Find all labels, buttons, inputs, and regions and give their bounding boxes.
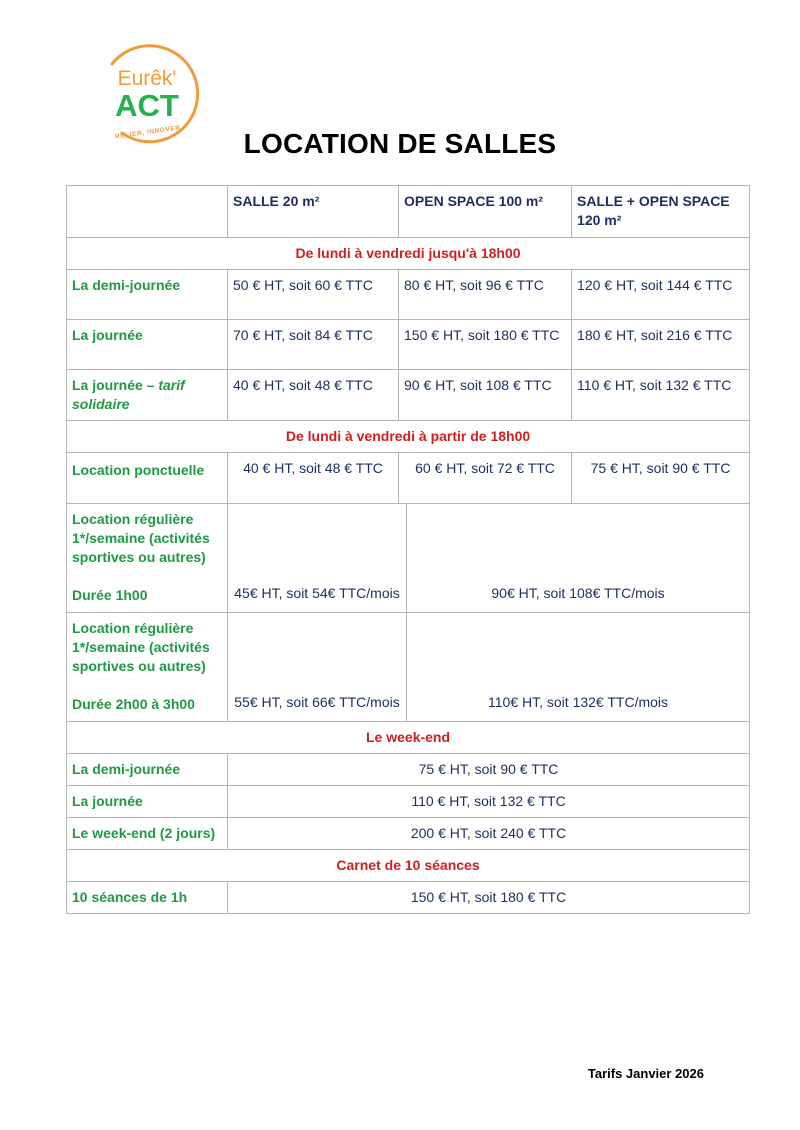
section-weekday-evening: De lundi à vendredi à partir de 18h00 bbox=[67, 421, 750, 453]
table-header-row bbox=[67, 186, 750, 238]
pricing-table bbox=[66, 185, 750, 914]
row-label: La demi-journée bbox=[67, 270, 228, 320]
table-row bbox=[67, 453, 750, 504]
row-label: La demi-journée bbox=[67, 754, 228, 786]
table-row bbox=[67, 504, 750, 613]
price-cell: 70 € HT, soit 84 € TTC bbox=[228, 320, 399, 370]
section-weekend: Le week-end bbox=[67, 722, 750, 754]
row-label-duration: Durée 2h00 à 3h00 bbox=[72, 696, 195, 712]
row-label bbox=[67, 370, 228, 421]
row-label: La journée bbox=[67, 320, 228, 370]
logo-tagline: RELIER, INNOVER bbox=[114, 124, 181, 141]
table-row bbox=[67, 370, 750, 421]
price-cell: 120 € HT, soit 144 € TTC bbox=[572, 270, 750, 320]
header-salle-open-space-120: SALLE + OPEN SPACE 120 m² bbox=[572, 186, 750, 238]
row-label-duration: Durée 1h00 bbox=[72, 587, 148, 603]
row-label bbox=[67, 613, 228, 722]
table-row bbox=[67, 754, 750, 786]
table-row bbox=[67, 786, 750, 818]
row-label: 10 séances de 1h bbox=[67, 882, 228, 914]
table-row bbox=[67, 818, 750, 850]
page-title: LOCATION DE SALLES bbox=[243, 128, 557, 159]
logo-line1: Eurêk' bbox=[117, 67, 177, 90]
row-label-main: Location régulière 1*/semaine (activités sportives ou autres) bbox=[72, 620, 210, 674]
price-cell: 150 € HT, soit 180 € TTC bbox=[228, 882, 750, 914]
price-cell: 40 € HT, soit 48 € TTC bbox=[228, 453, 399, 504]
header-salle-20: SALLE 20 m² bbox=[228, 186, 399, 238]
price-cell: 75 € HT, soit 90 € TTC bbox=[572, 453, 750, 504]
row-label-main: La journée – bbox=[72, 377, 159, 393]
row-label: La journée bbox=[67, 786, 228, 818]
row-label-main: Location régulière 1*/semaine (activités sportives ou autres) bbox=[72, 511, 210, 565]
row-label: Location ponctuelle bbox=[67, 453, 228, 504]
price-cell: 90 € HT, soit 108 € TTC bbox=[399, 370, 572, 421]
price-cell: 110 € HT, soit 132 € TTC bbox=[572, 370, 750, 421]
row-label: Le week-end (2 jours) bbox=[67, 818, 228, 850]
price-cell: 75 € HT, soit 90 € TTC bbox=[228, 754, 750, 786]
table-row bbox=[67, 882, 750, 914]
row-label-emphasis: tarif solidaire bbox=[72, 377, 185, 412]
row-label bbox=[67, 504, 228, 613]
price-cell: 200 € HT, soit 240 € TTC bbox=[228, 818, 750, 850]
section-weekday-day: De lundi à vendredi jusqu'à 18h00 bbox=[67, 238, 750, 270]
price-cell: 45€ HT, soit 54€ TTC/mois bbox=[228, 504, 407, 613]
price-cell: 150 € HT, soit 180 € TTC bbox=[399, 320, 572, 370]
price-cell: 90€ HT, soit 108€ TTC/mois bbox=[407, 504, 750, 613]
price-cell: 60 € HT, soit 72 € TTC bbox=[399, 453, 572, 504]
section-carnet: Carnet de 10 séances bbox=[67, 850, 750, 882]
price-cell: 110€ HT, soit 132€ TTC/mois bbox=[407, 613, 750, 722]
price-cell: 80 € HT, soit 96 € TTC bbox=[399, 270, 572, 320]
table-row bbox=[67, 320, 750, 370]
header-open-space-100: OPEN SPACE 100 m² bbox=[399, 186, 572, 238]
table-row bbox=[67, 613, 750, 722]
logo-line2: ACT bbox=[115, 88, 179, 123]
price-cell: 50 € HT, soit 60 € TTC bbox=[228, 270, 399, 320]
table-row bbox=[67, 270, 750, 320]
price-cell: 55€ HT, soit 66€ TTC/mois bbox=[228, 613, 407, 722]
footer-date: Tarifs Janvier 2026 bbox=[587, 1066, 704, 1081]
price-cell: 110 € HT, soit 132 € TTC bbox=[228, 786, 750, 818]
price-cell: 180 € HT, soit 216 € TTC bbox=[572, 320, 750, 370]
header-empty bbox=[67, 186, 228, 238]
price-cell: 40 € HT, soit 48 € TTC bbox=[228, 370, 399, 421]
